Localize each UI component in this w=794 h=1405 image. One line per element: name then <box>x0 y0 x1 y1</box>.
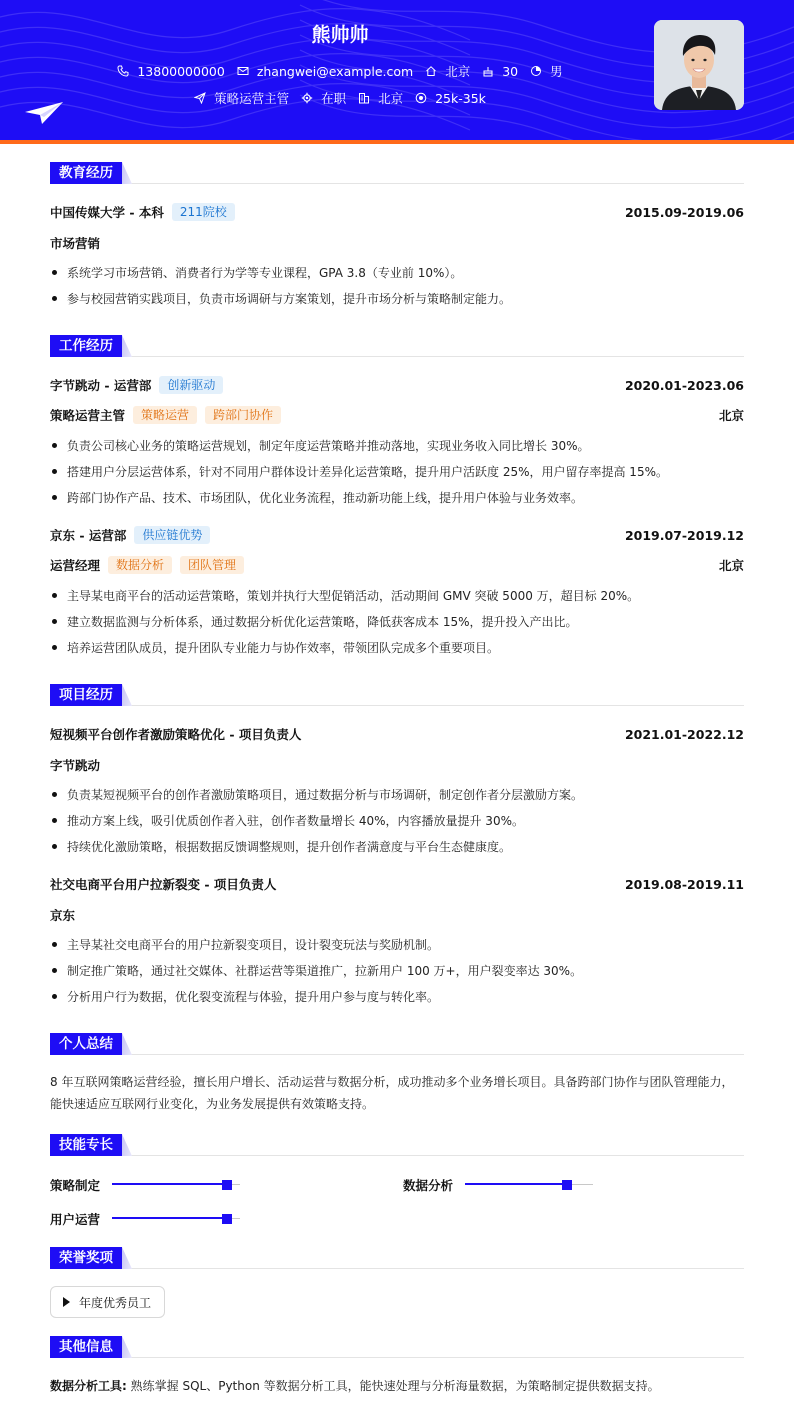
section-tag-tail <box>122 1134 132 1156</box>
target-city-text: 北京 <box>378 91 404 106</box>
gear-icon <box>301 92 313 104</box>
email-item <box>237 64 413 79</box>
company-badge: 创新驱动 <box>159 376 223 394</box>
skill-level-bar <box>112 1180 240 1190</box>
section-tag-tail <box>122 684 132 706</box>
city-text: 北京 <box>445 64 471 79</box>
list-item: 负责某短视频平台的创作者激励策略项目，通过数据分析与市场调研，制定创作者分层激励方案。 <box>50 786 744 803</box>
company-name: 京东 - 运营部 <box>50 528 127 543</box>
section-title: 荣誉奖项 <box>50 1247 122 1269</box>
avatar <box>654 20 744 110</box>
list-item: 分析用户行为数据，优化裂变流程与体验，提升用户参与度与转化率。 <box>50 988 744 1005</box>
skill-item <box>50 1210 240 1228</box>
phone-text: 13800000000 <box>137 63 225 79</box>
work-company-row <box>50 376 744 394</box>
job-item <box>194 89 289 107</box>
mail-icon <box>237 65 249 77</box>
work-location: 北京 <box>718 408 744 423</box>
major: 市场营销 <box>50 236 101 251</box>
list-item: 负责公司核心业务的策略运营规划，制定年度运营策略并推动落地，实现业务收入同比增长 30%。 <box>50 437 744 454</box>
candidate-name: 熊帅帅 <box>311 24 369 46</box>
summary-text: 8 年互联网策略运营经验，擅长用户增长、活动运营与数据分析，成功推动多个业务增长项目。具备跨部门协作与团队管理能力，能快速适应互联网行业变化，为业务发展提供有效策略支持。 <box>50 1075 734 1111</box>
gender-icon <box>530 65 542 77</box>
job-row <box>0 89 680 107</box>
other-info-label: 数据分析工具: <box>50 1379 127 1393</box>
salary-text: 25k-35k <box>435 90 486 106</box>
gender-text: 男 <box>550 64 563 79</box>
list-item: 推动方案上线，吸引优质创作者入驻，创作者数量增长 40%，内容播放量提升 30%。 <box>50 812 744 829</box>
work-role-row <box>50 406 744 424</box>
target-city-item <box>358 89 403 107</box>
email-text: zhangwei@example.com <box>256 63 414 79</box>
skill-name: 策略制定 <box>50 1178 101 1193</box>
section-tag-tail <box>122 1033 132 1055</box>
section-tag-tail <box>122 1336 132 1358</box>
skill-level-bar <box>112 1214 240 1224</box>
work-role-row <box>50 556 744 574</box>
other-info-text: 熟练掌握 SQL、Python 等数据分析工具，能快速处理与分析海量数据，为策略制定提供数据支持。 <box>130 1379 660 1393</box>
role-badge: 数据分析 <box>108 556 172 574</box>
company-name: 字节跳动 - 运营部 <box>50 378 152 393</box>
project-org: 京东 <box>50 908 76 923</box>
role-badge: 策略运营 <box>133 406 197 424</box>
section-title: 教育经历 <box>50 162 122 184</box>
coin-icon <box>415 92 427 104</box>
school-badge: 211院校 <box>172 203 235 221</box>
project-title: 社交电商平台用户拉新裂变 - 项目负责人 <box>50 877 277 892</box>
other-info <box>50 1377 660 1394</box>
project-row <box>50 725 744 743</box>
play-triangle-icon <box>63 1297 70 1307</box>
resume-header <box>0 0 794 140</box>
skill-name: 数据分析 <box>403 1178 454 1193</box>
section-title: 工作经历 <box>50 335 122 357</box>
skill-item <box>403 1176 593 1194</box>
contact-row <box>0 62 680 80</box>
job-text: 策略运营主管 <box>214 91 290 106</box>
company-badge: 供应链优势 <box>134 526 210 544</box>
school-name: 中国传媒大学 - 本科 <box>50 205 164 220</box>
work-company-row <box>50 526 744 544</box>
list-item: 系统学习市场营销、消费者行为学等专业课程，GPA 3.8（专业前 10%）。 <box>50 264 744 281</box>
section-title: 技能专长 <box>50 1134 122 1156</box>
phone-item <box>117 64 224 79</box>
building-icon <box>358 92 370 104</box>
section-title: 项目经历 <box>50 684 122 706</box>
honors-section-header <box>50 1247 744 1269</box>
section-tag-tail <box>122 1247 132 1269</box>
work-date: 2019.07-2019.12 <box>624 527 744 543</box>
list-item: 搭建用户分层运营体系，针对不同用户群体设计差异化运营策略，提升用户活跃度 25%，用户留存率提高 15%。 <box>50 463 744 480</box>
award-label: 年度优秀员工 <box>79 1295 152 1310</box>
project-date: 2019.08-2019.11 <box>624 876 744 892</box>
list-item: 持续优化激励策略，根据数据反馈调整规则，提升创作者满意度与平台生态健康度。 <box>50 838 744 855</box>
status-item <box>301 89 346 107</box>
list-item: 制定推广策略，通过社交媒体、社群运营等渠道推广，拉新用户 100 万+，用户裂变率达 30%。 <box>50 962 744 979</box>
list-item: 建立数据监测与分析体系，通过数据分析优化运营策略，降低获客成本 15%，提升投入产出比。 <box>50 613 744 630</box>
list-item: 参与校园营销实践项目，负责市场调研与方案策划，提升市场分析与策略制定能力。 <box>50 290 744 307</box>
status-text: 在职 <box>321 91 347 106</box>
home-icon <box>425 65 437 77</box>
role-name: 策略运营主管 <box>50 408 126 423</box>
send-icon <box>194 92 206 104</box>
work-section-header <box>50 335 744 357</box>
list-item: 培养运营团队成员，提升团队专业能力与协作效率，带领团队完成多个重要项目。 <box>50 639 744 656</box>
list-item: 主导某社交电商平台的用户拉新裂变项目，设计裂变玩法与奖励机制。 <box>50 936 744 953</box>
skill-name: 用户运营 <box>50 1212 101 1227</box>
education-date: 2015.09-2019.06 <box>624 204 744 220</box>
section-tag-tail <box>122 335 132 357</box>
section-tag-tail <box>122 162 132 184</box>
project-row <box>50 875 744 893</box>
list-item: 跨部门协作产品、技术、市场团队，优化业务流程，推动新功能上线，提升用户体验与业务效率。 <box>50 489 744 506</box>
education-row <box>50 203 744 221</box>
age-text: 30 <box>502 63 519 79</box>
paper-plane-icon <box>24 100 64 126</box>
other-section-header <box>50 1336 744 1358</box>
salary-item <box>415 91 486 106</box>
skill-item <box>50 1176 240 1194</box>
skill-level-bar <box>465 1180 593 1190</box>
section-title: 个人总结 <box>50 1033 122 1055</box>
role-name: 运营经理 <box>50 558 101 573</box>
role-badge: 团队管理 <box>180 556 244 574</box>
cake-icon <box>482 65 494 77</box>
header-accent-stripe <box>0 140 794 144</box>
award-item[interactable] <box>50 1286 165 1318</box>
avatar-illustration <box>654 20 744 110</box>
education-section-header <box>50 162 744 184</box>
project-date: 2021.01-2022.12 <box>624 726 744 742</box>
project-org: 字节跳动 <box>50 758 101 773</box>
role-badge: 跨部门协作 <box>205 406 281 424</box>
city-item <box>425 62 470 80</box>
skills-section-header <box>50 1134 744 1156</box>
work-date: 2020.01-2023.06 <box>624 377 744 393</box>
age-item <box>482 64 518 79</box>
work-location: 北京 <box>718 558 744 573</box>
section-title: 其他信息 <box>50 1336 122 1358</box>
project-section-header <box>50 684 744 706</box>
project-title: 短视频平台创作者激励策略优化 - 项目负责人 <box>50 727 302 742</box>
phone-icon <box>117 65 129 77</box>
gender-item <box>530 62 563 80</box>
list-item: 主导某电商平台的活动运营策略，策划并执行大型促销活动，活动期间 GMV 突破 5000 万，超目标 20%。 <box>50 587 744 604</box>
summary-section-header <box>50 1033 744 1055</box>
